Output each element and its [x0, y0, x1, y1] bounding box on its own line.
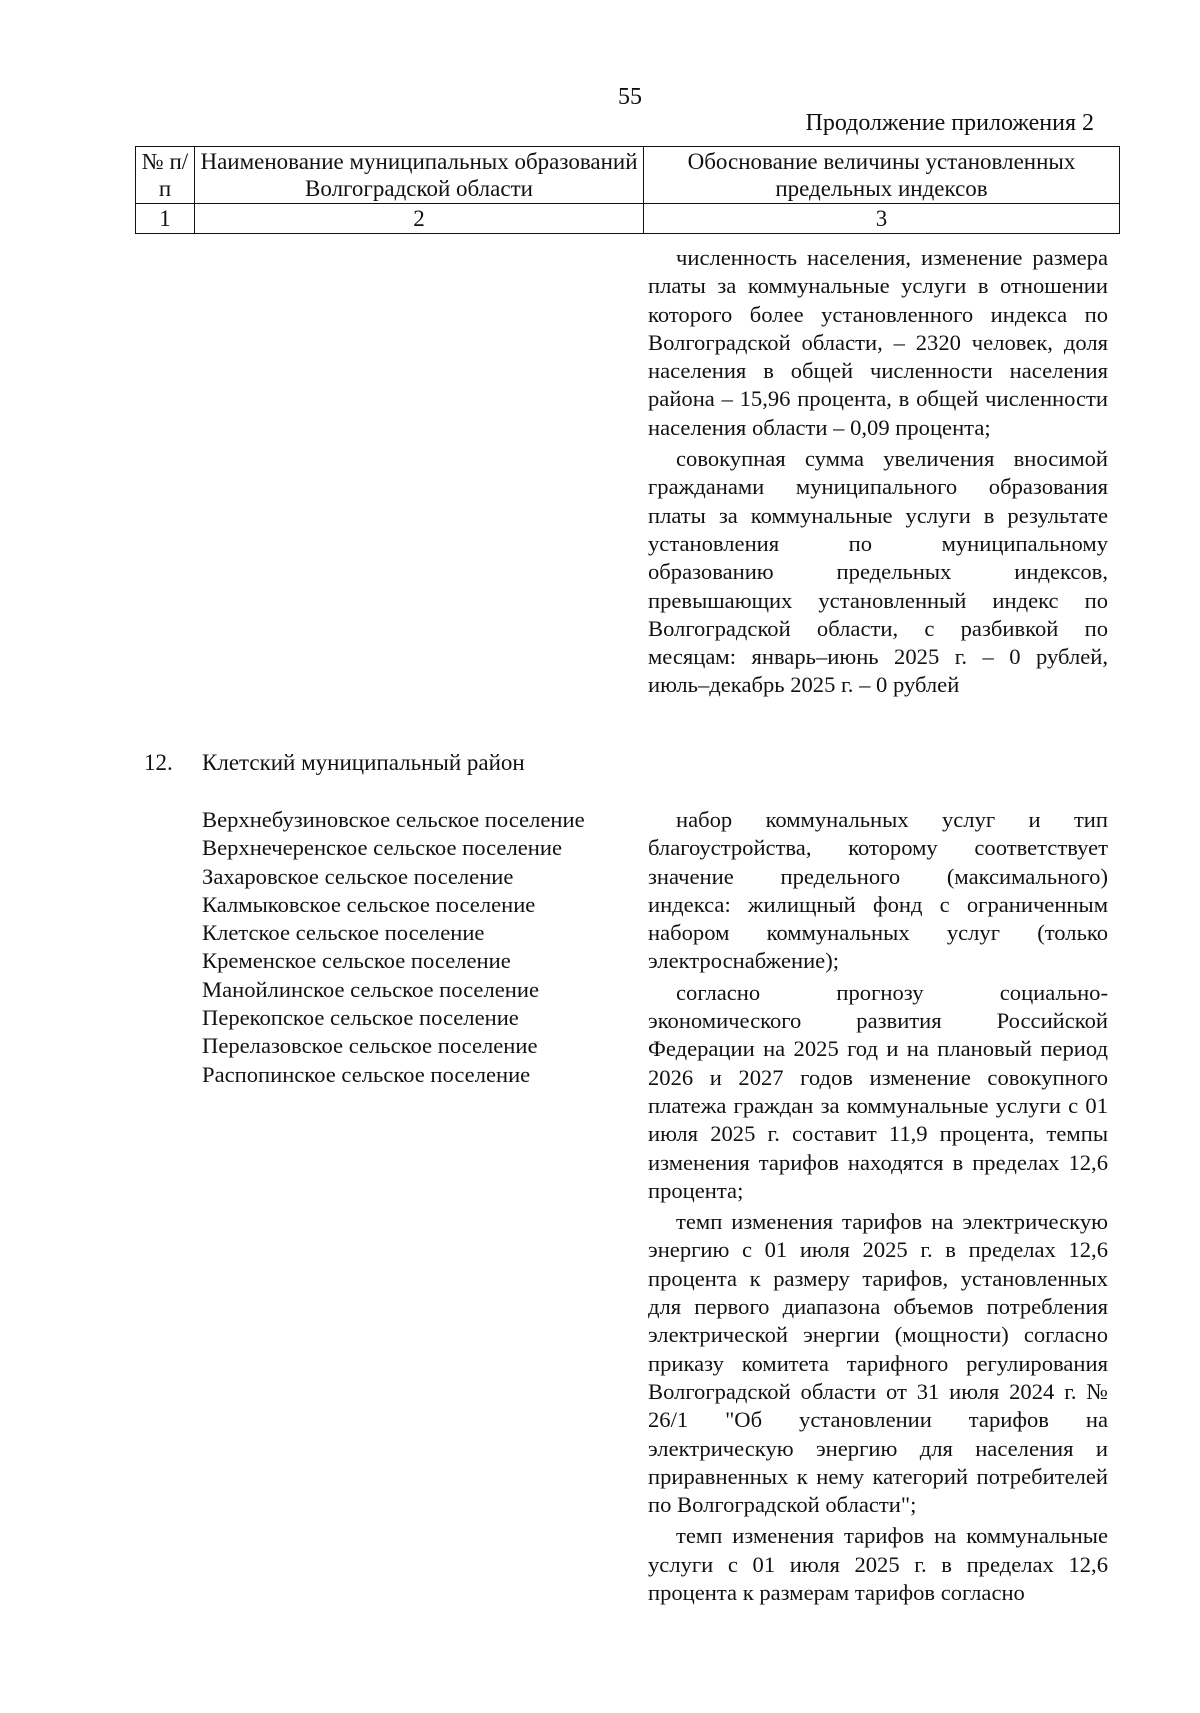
- list-item: Перекопское сельское поселение: [202, 1005, 519, 1031]
- district-name: Клетский муниципальный район: [202, 750, 525, 775]
- list-item: Верхнебузиновское сельское поселение: [202, 807, 585, 832]
- column-number-row: [136, 204, 1120, 234]
- list-item: Захаровское сельское поселение: [202, 863, 514, 889]
- continuation-label: Продолжение приложения 2: [805, 110, 1094, 136]
- list-item: Калмыковское сельское поселение: [202, 891, 536, 917]
- basis-text-top: [648, 244, 1108, 703]
- list-item: Клетское сельское поселение: [202, 920, 485, 946]
- paragraph: темп изменения тарифов на электрическую энергию с 01 июля 2025 г. в пределах 12,6 процента к размеру тарифов, установленных для первого диапазона объемов потребления электрической энергии (мощности) согласно приказу комитета тарифного регулирования Волгоградской области от 31 июля 2024 г. № 26/1 "Об установлении тарифов на электрическую энергию для населения и приравненных к нему категорий потребителей по Волгоградской области";: [648, 1209, 1108, 1518]
- paragraph: набор коммунальных услуг и тип благоустройства, которому соответствует значение предельного (максимального) индекса: жилищный фонд с ограниченным набором коммунальных услуг (только электроснабжение);: [648, 807, 1108, 974]
- paragraph: численность населения, изменение размера платы за коммунальные услуги в отношении которого более установленного индекса по Волгоградской области, – 2320 человек, доля населения в общей численности населения района – 15,96 процента, в общей численности населения области – 0,09 процента;: [648, 245, 1108, 440]
- header-row: [136, 147, 1120, 204]
- page-number: 55: [618, 84, 642, 110]
- paragraph: темп изменения тарифов на коммунальные услуги с 01 июля 2025 г. в пределах 12,6 процента к размерам тарифов согласно: [648, 1523, 1108, 1606]
- header-table: [135, 146, 1120, 234]
- list-item: Верхнечеренское сельское поселение: [202, 835, 562, 861]
- column-number-3: 3: [644, 204, 1120, 234]
- header-col-number: № п/п: [136, 147, 195, 204]
- list-item: Распопинское сельское поселение: [202, 1061, 531, 1087]
- column-number-2: 2: [195, 204, 644, 234]
- column-number-1: 1: [136, 204, 195, 234]
- settlement-list: [202, 806, 585, 1089]
- paragraph: совокупная сумма увеличения вносимой гражданами муниципального образования платы за коммунальные услуги в результате установления по муниципальному образованию предельных индексов, превышающих установленный индекс по Волгоградской области, с разбивкой по месяцам: январь–июнь 2025 г. – 0 рублей, июль–декабрь 2025 г. – 0 рублей: [648, 446, 1108, 698]
- header-col-name: Наименование муниципальных образований Волгоградской области: [195, 147, 644, 204]
- list-item: Кременское сельское поселение: [202, 948, 511, 974]
- list-item: Манойлинское сельское поселение: [202, 976, 539, 1002]
- paragraph: согласно прогнозу социально-экономического развития Российской Федерации на 2025 год и на плановый период 2026 и 2027 годов изменение совокупного платежа граждан за коммунальные услуги с 01 июля 2025 г. составит 11,9 процента, темпы изменения тарифов находятся в пределах 12,6 процента;: [648, 979, 1108, 1203]
- list-item: Перелазовское сельское поселение: [202, 1033, 538, 1059]
- header-col-basis: Обоснование величины установленных предельных индексов: [644, 147, 1120, 204]
- basis-text-bottom: [648, 806, 1108, 1610]
- row-number: 12.: [144, 750, 173, 775]
